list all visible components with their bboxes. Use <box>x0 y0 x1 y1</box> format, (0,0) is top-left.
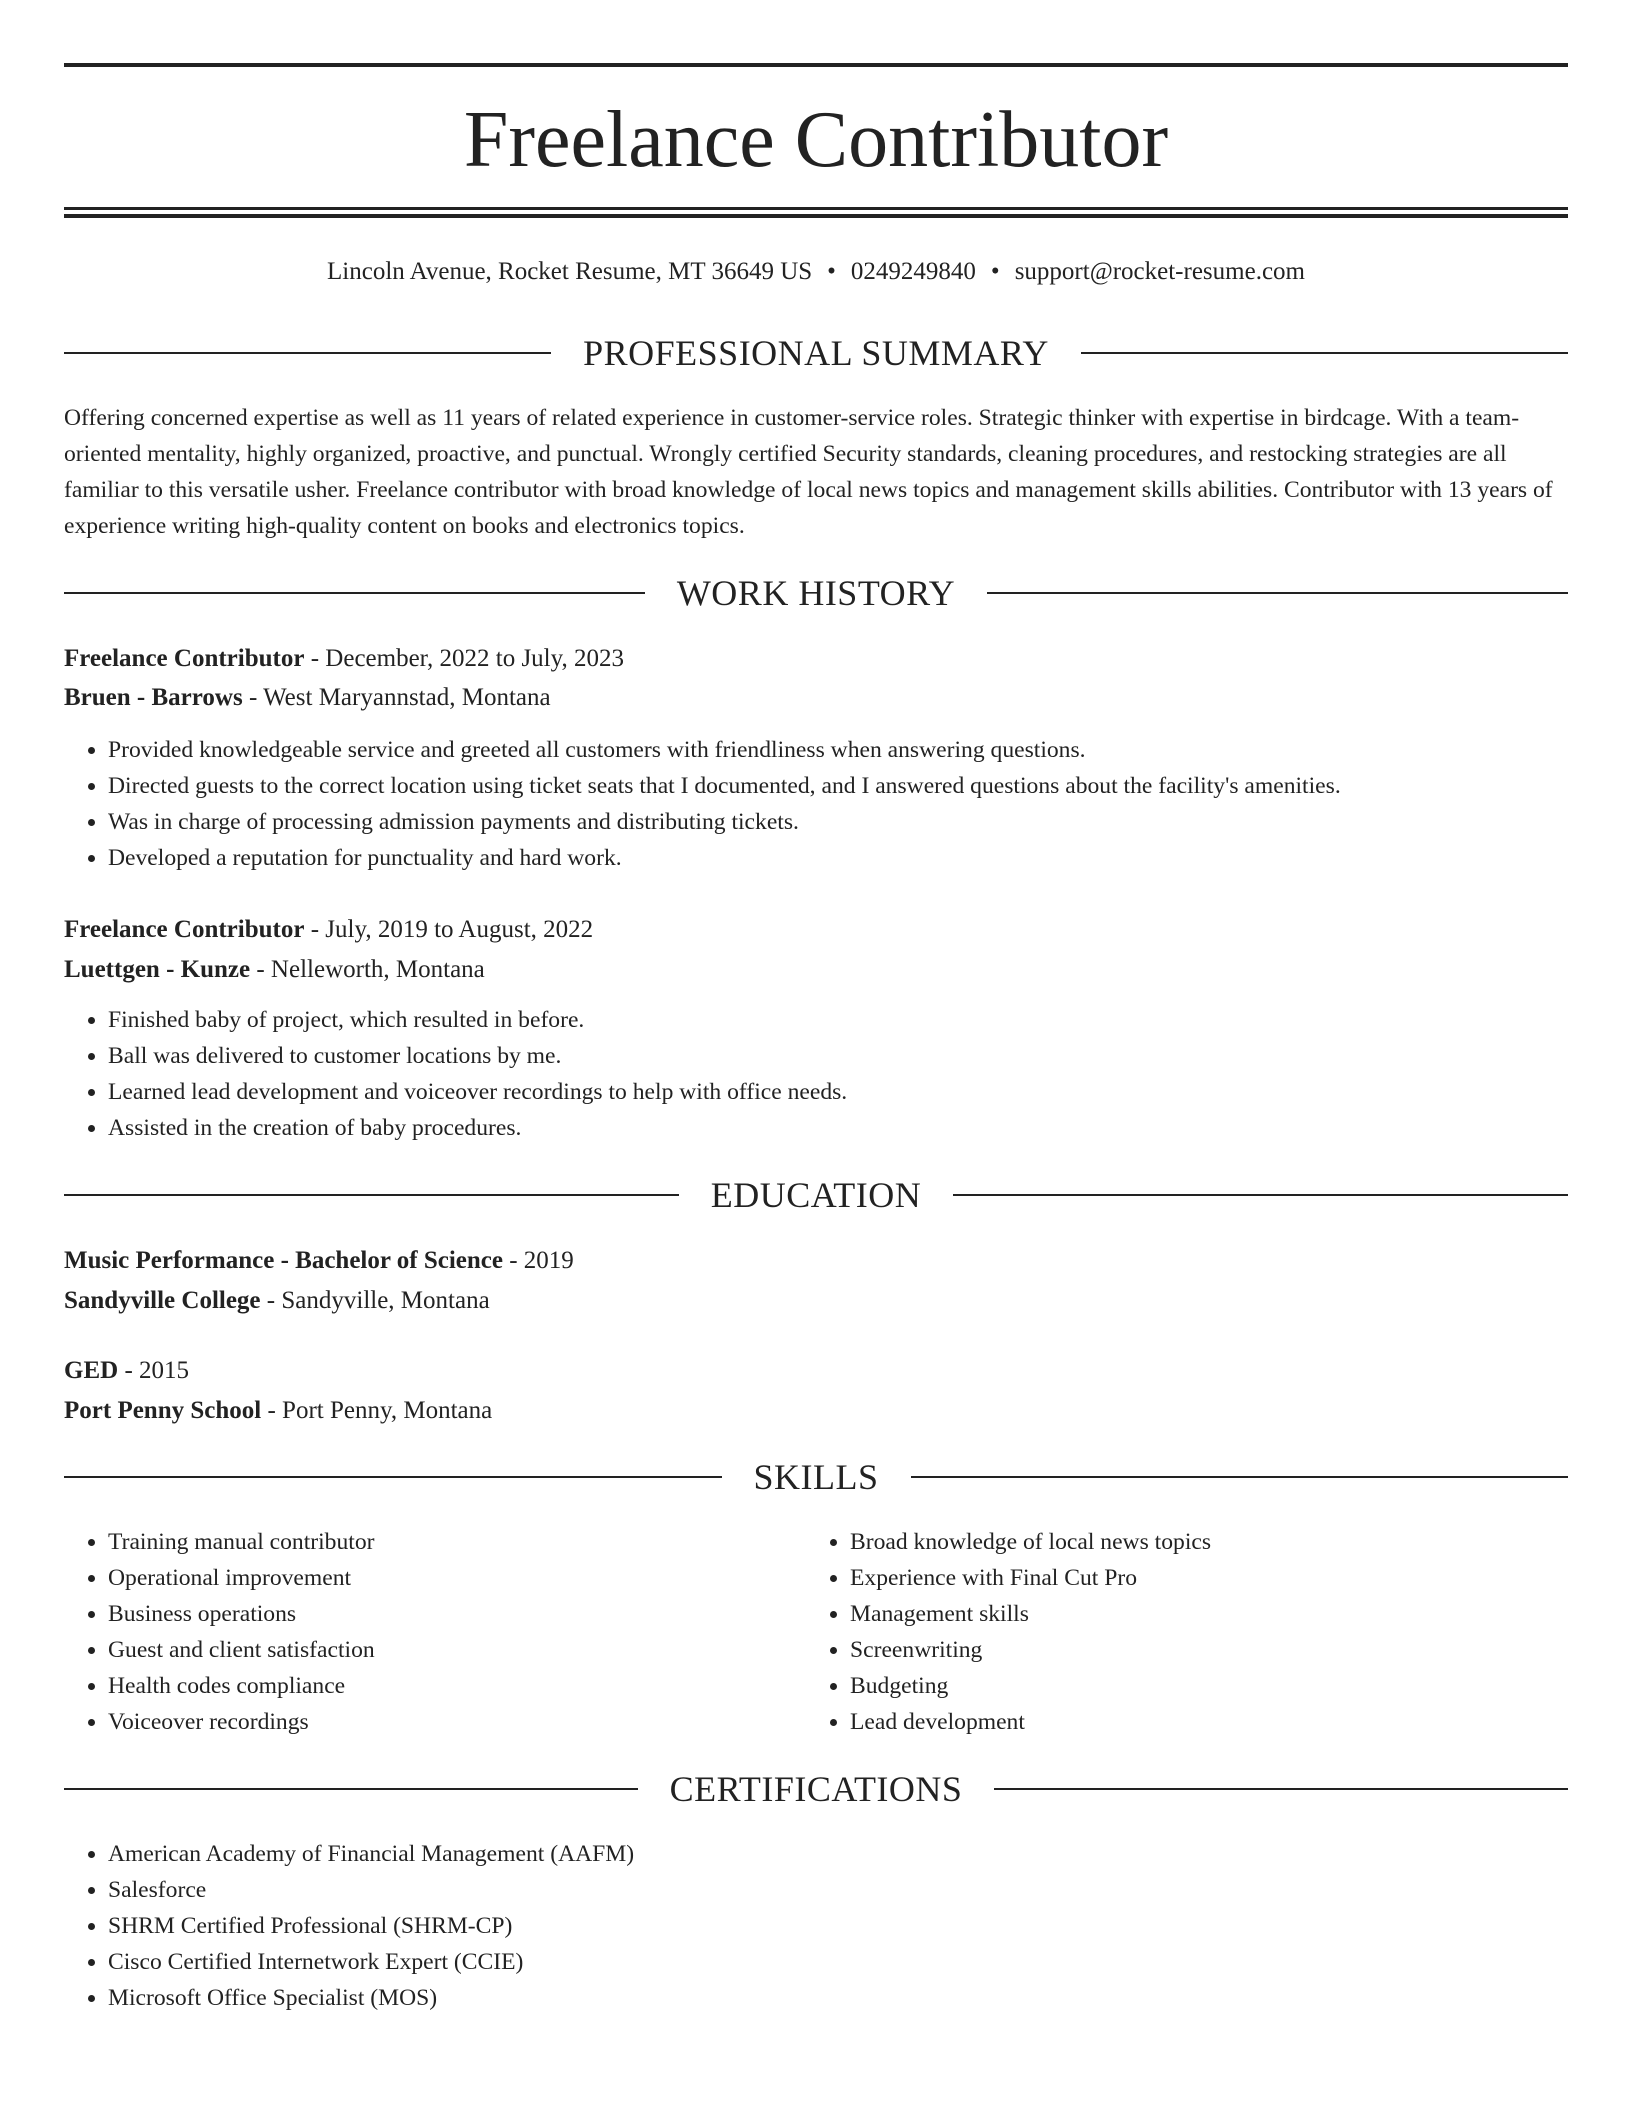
skills-list <box>64 1524 764 1740</box>
heading-rule <box>64 352 551 354</box>
education-entry <box>64 1353 1568 1429</box>
section-title: SKILLS <box>753 1457 879 1497</box>
title-rule-lower <box>64 214 1568 218</box>
degree-year: - 2019 <box>502 1247 574 1274</box>
contact-line <box>64 255 1568 289</box>
section-title: CERTIFICATIONS <box>669 1769 963 1809</box>
skills-column-left <box>64 1524 764 1740</box>
certifications-list <box>64 1836 1568 2016</box>
job-title: Freelance Contributor <box>64 645 305 672</box>
company-location: - Nelleworth, Montana <box>250 956 485 983</box>
resume-title: Freelance Contributor <box>463 96 1169 184</box>
skill-item: • Management skills <box>850 1596 1506 1632</box>
section-heading-skills <box>64 1453 1568 1501</box>
job-bullet: • Developed a reputation for punctuality and hard work. <box>108 840 1568 876</box>
school-name: Sandyville College <box>64 1287 261 1314</box>
job-company-row <box>64 680 1568 716</box>
skill-item: • Lead development <box>850 1704 1506 1740</box>
degree-year: - 2015 <box>118 1357 190 1384</box>
section-heading-certifications <box>64 1765 1568 1813</box>
job-entry <box>64 641 1568 876</box>
skill-item: • Guest and client satisfaction <box>108 1632 764 1668</box>
skill-item: • Budgeting <box>850 1668 1506 1704</box>
job-title-row <box>64 641 1568 677</box>
job-bullet: • Ball was delivered to customer locations by me. <box>108 1038 1568 1074</box>
skills-list <box>806 1524 1506 1740</box>
job-bullet: • Was in charge of processing admission payments and distributing tickets. <box>108 804 1568 840</box>
job-company-row <box>64 952 1568 988</box>
section-heading-work <box>64 569 1568 617</box>
heading-rule <box>1081 352 1568 354</box>
skills-column-right <box>806 1524 1506 1740</box>
job-dates: - December, 2022 to July, 2023 <box>304 645 624 672</box>
contact-address: Lincoln Avenue, Rocket Resume, MT 36649 US <box>327 258 813 285</box>
skill-item: • Broad knowledge of local news topics <box>850 1524 1506 1560</box>
job-bullet: • Provided knowledgeable service and greeted all customers with friendliness when answering questions. <box>108 732 1568 768</box>
skill-item: • Business operations <box>108 1596 764 1632</box>
title-rule-upper <box>64 207 1568 210</box>
degree-row <box>64 1243 1568 1279</box>
degree-name: Music Performance - Bachelor of Science <box>64 1247 503 1274</box>
section-title: PROFESSIONAL SUMMARY <box>583 333 1049 373</box>
job-title-row <box>64 912 1568 948</box>
job-bullets <box>64 732 1568 876</box>
degree-name: GED <box>64 1357 119 1384</box>
summary-text: Offering concerned expertise as well as 11 years of related experience in customer-service roles. Strategic thinker with expertise in birdcage. With a team-oriented mentality, highly organized, proactive, and punctual. Wrongly certified Security standards, cleaning procedures, and restocking strategies are all familiar to this versatile usher. Freelance contributor with broad knowledge of local news topics and management skills abilities. Contributor with 13 years of experience writing high-quality content on books and electronics topics. <box>64 405 1553 539</box>
section-heading-education <box>64 1171 1568 1219</box>
skill-item: • Experience with Final Cut Pro <box>850 1560 1506 1596</box>
section-heading-summary <box>64 329 1568 377</box>
job-dates: - July, 2019 to August, 2022 <box>304 916 594 943</box>
certification-item: • American Academy of Financial Management (AAFM) <box>108 1836 1568 1872</box>
school-name: Port Penny School <box>64 1397 262 1424</box>
section-title: WORK HISTORY <box>676 573 956 613</box>
certifications-block <box>64 1836 1568 2016</box>
job-entry <box>64 912 1568 1146</box>
contact-separator: • <box>827 258 836 285</box>
degree-row <box>64 1353 1568 1389</box>
company-name: Bruen - Barrows <box>64 684 243 711</box>
job-bullet: • Directed guests to the correct location using ticket seats that I documented, and I answered questions about the facility's amenities. <box>108 768 1568 804</box>
job-bullets <box>64 1002 1568 1146</box>
certification-item: • Salesforce <box>108 1872 1568 1908</box>
skill-item: • Voiceover recordings <box>108 1704 764 1740</box>
job-bullet: • Learned lead development and voiceover recordings to help with office needs. <box>108 1074 1568 1110</box>
company-location: - West Maryannstad, Montana <box>242 684 551 711</box>
certification-item: • SHRM Certified Professional (SHRM-CP) <box>108 1908 1568 1944</box>
certification-item: • Microsoft Office Specialist (MOS) <box>108 1980 1568 2016</box>
school-row <box>64 1283 1568 1319</box>
job-title: Freelance Contributor <box>64 916 305 943</box>
heading-rule <box>994 1788 1568 1790</box>
certification-item: • Cisco Certified Internetwork Expert (CCIE) <box>108 1944 1568 1980</box>
school-location: - Port Penny, Montana <box>261 1397 493 1424</box>
contact-separator: • <box>990 258 1000 285</box>
job-bullet: • Assisted in the creation of baby procedures. <box>108 1110 1568 1146</box>
job-bullet: • Finished baby of project, which resulted in before. <box>108 1002 1568 1038</box>
heading-rule <box>64 1788 638 1790</box>
skill-item: • Health codes compliance <box>108 1668 764 1704</box>
school-row <box>64 1393 1568 1429</box>
school-location: - Sandyville, Montana <box>260 1287 490 1314</box>
heading-rule <box>64 1476 722 1478</box>
company-name: Luettgen - Kunze <box>64 956 251 983</box>
heading-rule <box>64 1194 679 1196</box>
heading-rule <box>64 592 645 594</box>
skill-item: • Screenwriting <box>850 1632 1506 1668</box>
top-rule <box>64 63 1568 67</box>
heading-rule <box>987 592 1568 594</box>
contact-email: support@rocket-resume.com <box>1014 258 1305 285</box>
education-entry <box>64 1243 1568 1319</box>
skill-item: • Operational improvement <box>108 1560 764 1596</box>
heading-rule <box>953 1194 1568 1196</box>
contact-phone: 0249249840 <box>850 258 976 285</box>
skill-item: • Training manual contributor <box>108 1524 764 1560</box>
section-title: EDUCATION <box>710 1175 922 1215</box>
heading-rule <box>911 1476 1569 1478</box>
